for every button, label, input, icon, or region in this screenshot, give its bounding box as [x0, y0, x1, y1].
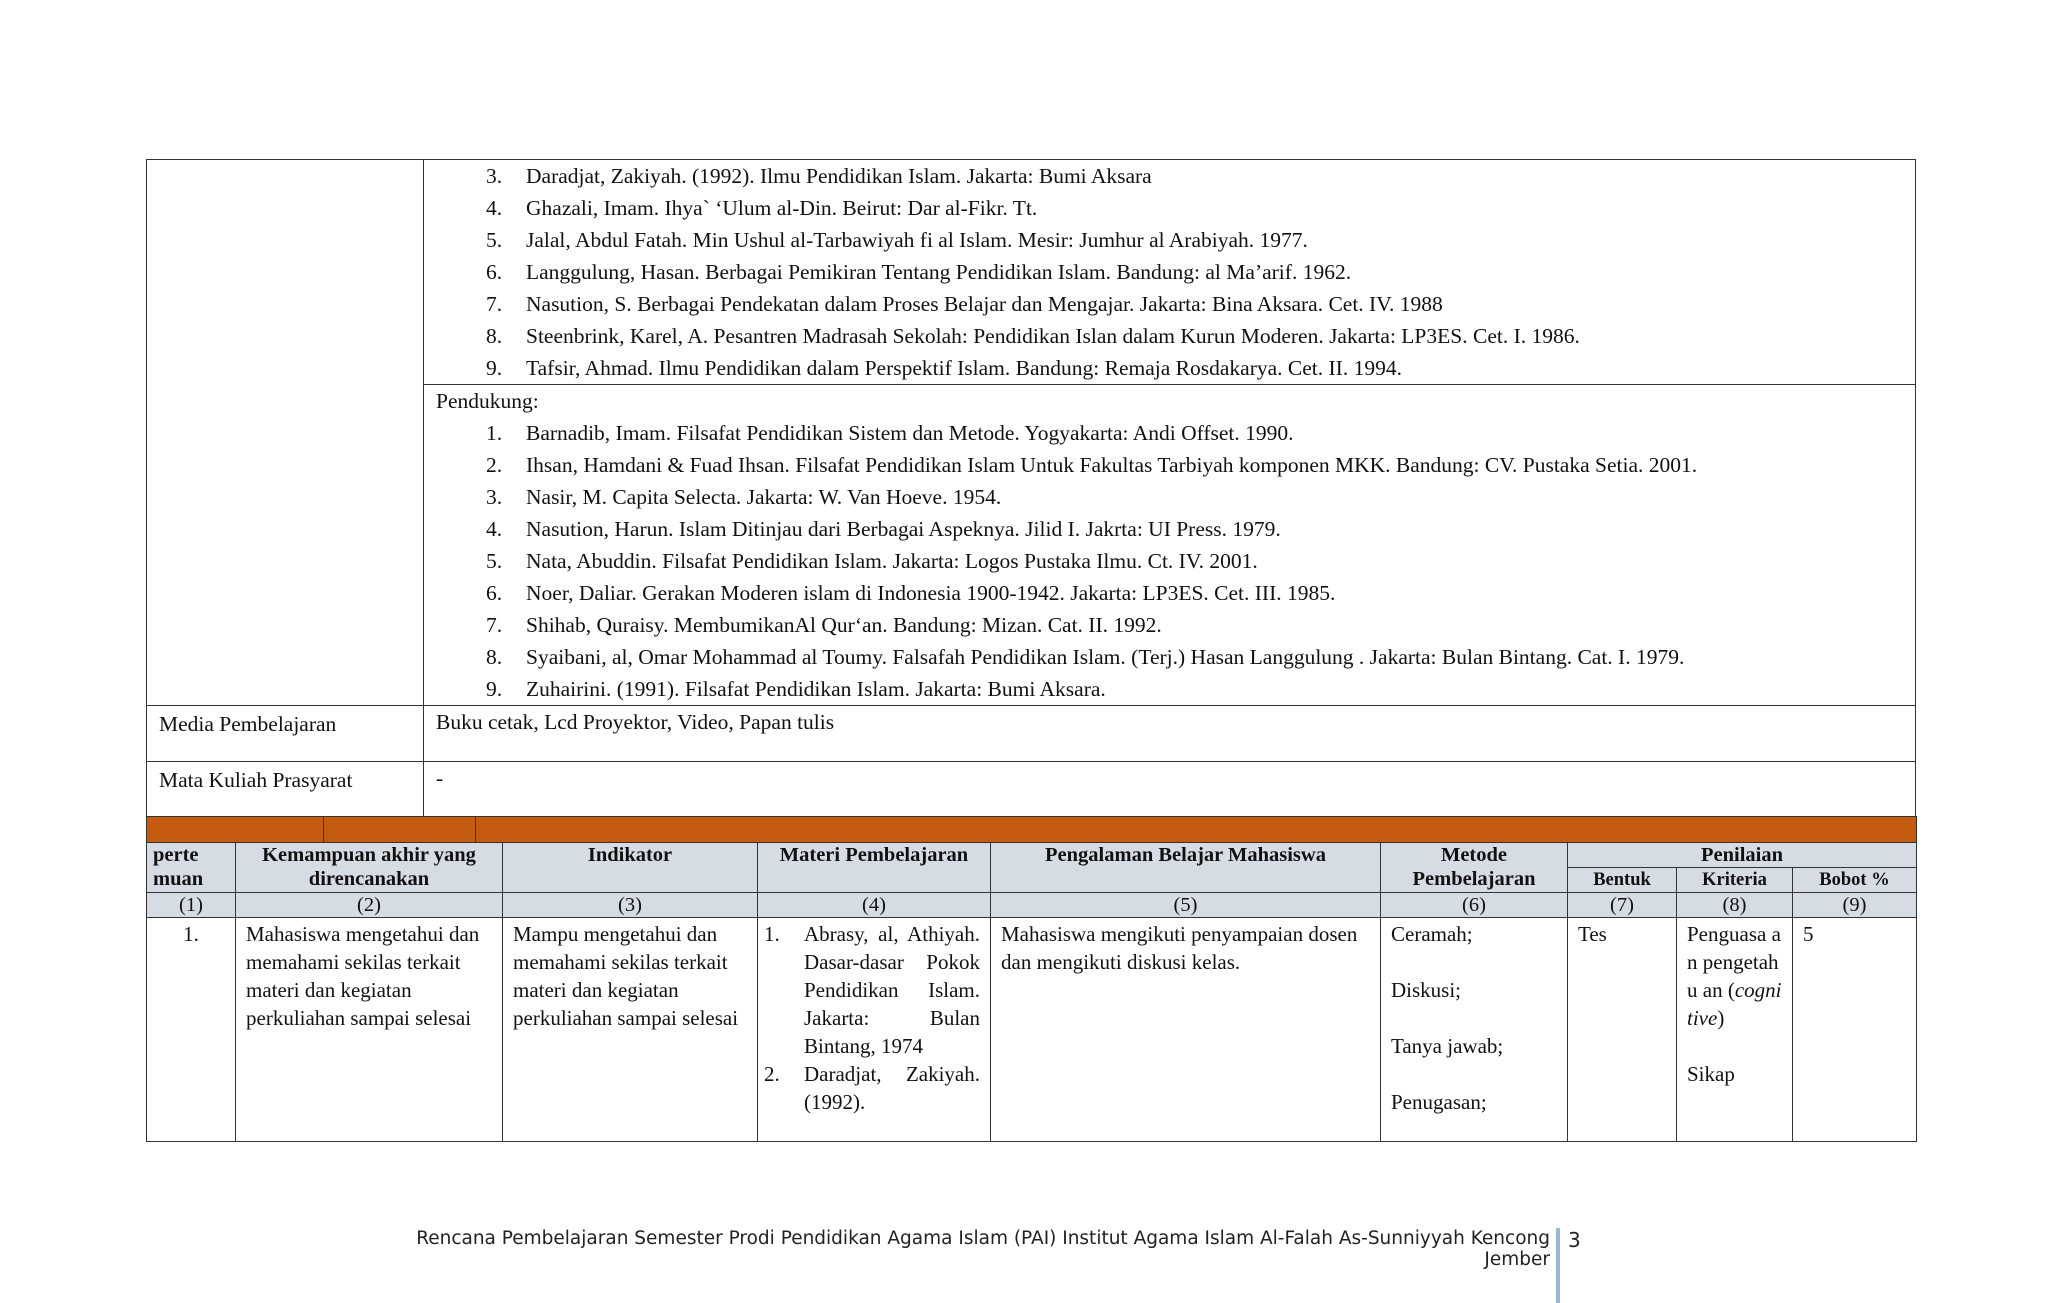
header-kemampuan: Kemampuan akhir yang direncanakan	[236, 843, 503, 893]
reference-item	[436, 641, 1903, 673]
list-text: Tafsir, Ahmad. Ilmu Pendidikan dalam Perspektif Islam. Bandung: Remaja Rosdakarya. Cet. II. 1994.	[526, 356, 1402, 380]
metode-item: Tanya jawab;	[1391, 1034, 1504, 1058]
list-text: Zuhairini. (1991). Filsafat Pendidikan Islam. Jakarta: Bumi Aksara.	[526, 677, 1106, 701]
reference-item	[436, 513, 1903, 545]
bentuk-value: Tes	[1568, 918, 1677, 1142]
col-number: (7)	[1568, 893, 1677, 918]
reference-item	[436, 609, 1903, 641]
reference-item	[436, 545, 1903, 577]
reference-item	[436, 577, 1903, 609]
list-number: 3.	[486, 164, 503, 188]
references-label-cell	[147, 160, 424, 706]
media-label: Media Pembelajaran	[147, 706, 424, 762]
media-value: Buku cetak, Lcd Proyektor, Video, Papan tulis	[424, 706, 1916, 762]
column-number-row	[147, 893, 1917, 918]
kriteria-italic: cognitive	[1687, 978, 1782, 1030]
list-number: 8.	[486, 324, 503, 348]
kriteria-sikap: Sikap	[1687, 1062, 1735, 1086]
list-number: 8.	[486, 645, 503, 669]
list-number: 4.	[486, 196, 503, 220]
list-number: 1.	[486, 421, 503, 445]
list-text: Syaibani, al, Omar Mohammad al Toumy. Falsafah Pendidikan Islam. (Terj.) Hasan Langgulung . Jakarta: Bulan Bintang. Cat. I. 1979.	[526, 645, 1685, 669]
prasyarat-label: Mata Kuliah Prasyarat	[147, 762, 424, 818]
reference-item	[436, 160, 1903, 192]
header-indikator: Indikator	[503, 843, 758, 893]
list-text: Langgulung, Hasan. Berbagai Pemikiran Tentang Pendidikan Islam. Bandung: al Ma’arif. 1962.	[526, 260, 1352, 284]
list-text: Daradjat, Zakiyah. (1992). Ilmu Pendidikan Islam. Jakarta: Bumi Aksara	[526, 164, 1152, 188]
header-pertemuan: perte muan	[147, 843, 236, 893]
page-footer: Rencana Pembelajaran Semester Prodi Pendidikan Agama Islam (PAI) Institut Agama Islam Al-Falah As-Sunniyyah Kencong Jember	[416, 1228, 1550, 1270]
header-pengalaman: Pengalaman Belajar Mahasiswa	[991, 843, 1381, 893]
materi-list	[764, 920, 980, 1116]
col-number: (1)	[147, 893, 236, 918]
list-number: 4.	[486, 517, 503, 541]
kriteria-text: Penguasa an pengetahu an (	[1687, 922, 1781, 1002]
metode-item: Penugasan;	[1391, 1090, 1487, 1114]
list-text: Noer, Daliar. Gerakan Moderen islam di Indonesia 1900-1942. Jakarta: LP3ES. Cet. III. 1985.	[526, 581, 1336, 605]
list-text: Shihab, Quraisy. MembumikanAl Qur‘an. Bandung: Mizan. Cat. II. 1992.	[526, 613, 1162, 637]
col-number: (2)	[236, 893, 503, 918]
reference-item	[436, 417, 1903, 449]
list-text: Nata, Abuddin. Filsafat Pendidikan Islam. Jakarta: Logos Pustaka Ilmu. Ct. IV. 2001.	[526, 549, 1258, 573]
list-text: Barnadib, Imam. Filsafat Pendidikan Sistem dan Metode. Yogyakarta: Andi Offset. 1990.	[526, 421, 1294, 445]
materi-cell	[758, 918, 991, 1142]
reference-item	[436, 320, 1903, 352]
prasyarat-value: -	[424, 762, 1916, 818]
list-number: 9.	[486, 356, 503, 380]
reference-item	[436, 224, 1903, 256]
materi-item	[764, 920, 980, 1060]
reference-item	[436, 673, 1903, 705]
list-number: 1.	[764, 922, 780, 946]
reference-item	[436, 256, 1903, 288]
indikator-value: Mampu mengetahui dan memahami sekilas terkait materi dan kegiatan perkuliahan sampai selesai	[503, 918, 758, 1142]
list-number: 7.	[486, 292, 503, 316]
reference-item	[436, 481, 1903, 513]
header-materi: Materi Pembelajaran	[758, 843, 991, 893]
header-kriteria: Kriteria	[1677, 868, 1793, 893]
orange-band	[147, 817, 1917, 843]
col-number: (5)	[991, 893, 1381, 918]
header-bentuk: Bentuk	[1568, 868, 1677, 893]
reference-item	[436, 288, 1903, 320]
list-text: Ghazali, Imam. Ihya` ‘Ulum al-Din. Beirut: Dar al-Fikr. Tt.	[526, 196, 1038, 220]
kemampuan-value: Mahasiswa mengetahui dan memahami sekilas terkait materi dan kegiatan perkuliahan sampai selesai	[236, 918, 503, 1142]
materi-item	[764, 1060, 980, 1116]
references-pendukung-list	[436, 417, 1903, 705]
list-text: Nasution, S. Berbagai Pendekatan dalam Proses Belajar dan Mengajar. Jakarta: Bina Aksara. Cet. IV. 1988	[526, 292, 1443, 316]
list-text: Jalal, Abdul Fatah. Min Ushul al-Tarbawiyah fi al Islam. Mesir: Jumhur al Arabiyah. 1977.	[526, 228, 1308, 252]
list-text: Daradjat, Zakiyah. (1992).	[804, 1062, 980, 1114]
col-number: (4)	[758, 893, 991, 918]
metode-item: Diskusi;	[1391, 978, 1462, 1002]
reference-item	[436, 352, 1903, 384]
bobot-value: 5	[1793, 918, 1917, 1142]
kriteria-close: )	[1717, 1006, 1725, 1030]
list-number: 9.	[486, 677, 503, 701]
references-utama-cell	[424, 160, 1916, 385]
references-pendukung-cell	[424, 385, 1916, 706]
list-text: Nasir, M. Capita Selecta. Jakarta: W. Van Hoeve. 1954.	[526, 485, 1002, 509]
pendukung-label: Pendukung:	[436, 389, 539, 413]
footer-divider	[1556, 1228, 1560, 1303]
rps-table	[146, 816, 1917, 1142]
list-number: 2.	[764, 1062, 780, 1086]
header-metode: Metode Pembelajaran	[1381, 843, 1568, 893]
header-bobot: Bobot %	[1793, 868, 1917, 893]
col-number: (6)	[1381, 893, 1568, 918]
metode-item: Ceramah;	[1391, 922, 1473, 946]
list-text: Abrasy, al, Athiyah. Dasar-dasar Pokok Pendidikan Islam. Jakarta: Bulan Bintang, 1974	[804, 922, 980, 1058]
col-number: (8)	[1677, 893, 1793, 918]
header-penilaian: Penilaian	[1568, 843, 1917, 868]
list-number: 6.	[486, 260, 503, 284]
list-number: 5.	[486, 549, 503, 573]
list-text: Ihsan, Hamdani & Fuad Ihsan. Filsafat Pendidikan Islam Untuk Fakultas Tarbiyah komponen MKK. Bandung: CV. Pustaka Setia. 2001.	[526, 453, 1698, 477]
list-number: 3.	[486, 485, 503, 509]
list-number: 6.	[486, 581, 503, 605]
col-number: (9)	[1793, 893, 1917, 918]
col-number: (3)	[503, 893, 758, 918]
list-number: 5.	[486, 228, 503, 252]
pengalaman-value: Mahasiswa mengikuti penyampaian dosen dan mengikuti diskusi kelas.	[991, 918, 1381, 1142]
kriteria-cell	[1677, 918, 1793, 1142]
page-number: 3	[1568, 1228, 1581, 1252]
reference-item	[436, 449, 1903, 481]
references-table	[146, 159, 1916, 818]
list-text: Steenbrink, Karel, A. Pesantren Madrasah Sekolah: Pendidikan Islan dalam Kurun Moderen. Jakarta: LP3ES. Cet. I. 1986.	[526, 324, 1580, 348]
reference-item	[436, 192, 1903, 224]
table-row	[147, 918, 1917, 1142]
metode-cell	[1381, 918, 1568, 1142]
references-utama-list	[436, 160, 1903, 384]
list-text: Nasution, Harun. Islam Ditinjau dari Berbagai Aspeknya. Jilid I. Jakrta: UI Press. 1979.	[526, 517, 1281, 541]
pertemuan-value: 1.	[147, 918, 236, 1142]
list-number: 7.	[486, 613, 503, 637]
list-number: 2.	[486, 453, 503, 477]
